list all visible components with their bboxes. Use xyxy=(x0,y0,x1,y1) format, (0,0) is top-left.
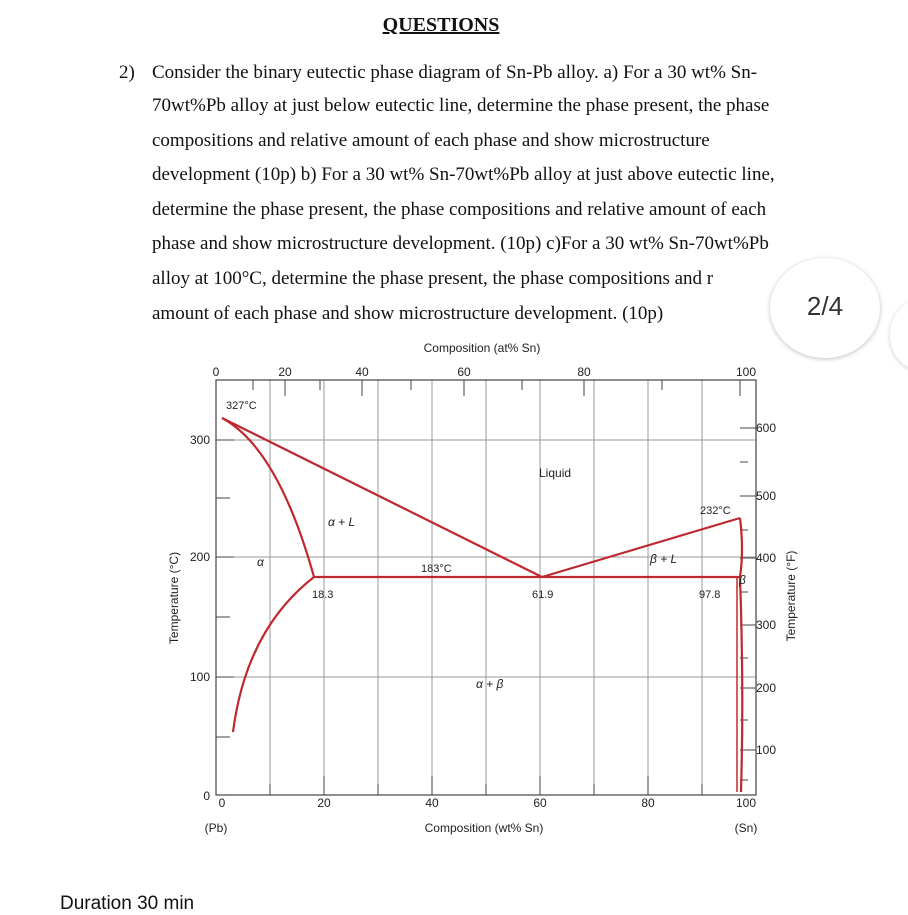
top-tick-label: 60 xyxy=(457,365,471,379)
top-tick-label: 100 xyxy=(735,365,757,379)
left-tick-label: 0 xyxy=(203,789,210,803)
grid xyxy=(216,380,756,795)
beta-plus-liquid-label: β + L xyxy=(650,552,678,566)
top-tick-label: 0 xyxy=(212,365,220,379)
page-indicator xyxy=(770,258,880,358)
left-tick-label: 100 xyxy=(189,670,210,684)
top-tick-label: 20 xyxy=(278,365,292,379)
footer-duration: Duration 30 min xyxy=(60,893,195,914)
question-line: compositions and relative amount of each phase and show microstructure xyxy=(152,130,710,151)
top-tick-label: 40 xyxy=(355,365,369,379)
left-tick-label: 200 xyxy=(189,550,210,564)
top-axis-title: Composition (at% Sn) xyxy=(423,341,541,355)
question-line: development (10p) b) For a 30 wt% Sn-70wt%Pb alloy at just above eutectic line, xyxy=(152,164,775,185)
question-line: alloy at 100°C, determine the phase present, the phase compositions and r xyxy=(152,268,714,289)
top-tick-label: 80 xyxy=(577,365,591,379)
solvus-left xyxy=(233,577,314,732)
beta-max-label: 97.8 xyxy=(699,589,721,601)
liquidus-right xyxy=(542,518,740,577)
bottom-tick-label: 80 xyxy=(641,796,655,810)
alpha-max-label: 18.3 xyxy=(312,589,334,601)
beta-label: β xyxy=(739,573,746,587)
eutectic-comp-label: 61.9 xyxy=(532,589,554,601)
question-line: phase and show microstructure development. (10p) c)For a 30 wt% Sn-70wt%Pb xyxy=(152,233,769,254)
left-axis-ticks xyxy=(216,440,234,737)
bottom-tick-label: 100 xyxy=(735,796,757,810)
x-axis-title: Composition (wt% Sn) xyxy=(424,821,544,835)
bottom-tick-label: 60 xyxy=(533,796,547,810)
right-tick-label: 500 xyxy=(756,489,777,503)
sn-end-label: (Sn) xyxy=(734,821,758,835)
bottom-tick-label: 20 xyxy=(317,796,331,810)
alpha-label: α xyxy=(257,555,264,569)
question-line: amount of each phase and show microstructure development. (10p) xyxy=(152,303,664,324)
pb-melting-label: 327°C xyxy=(226,400,257,412)
question-line: Consider the binary eutectic phase diagram of Sn-Pb alloy. a) For a 30 wt% Sn- xyxy=(152,62,758,83)
bottom-tick-label: 40 xyxy=(425,796,439,810)
bottom-tick-label: 0 xyxy=(218,796,226,810)
solvus-right xyxy=(740,577,742,792)
eutectic-temp-label: 183°C xyxy=(421,563,452,575)
right-tick-label: 600 xyxy=(756,421,777,435)
liquid-label: Liquid xyxy=(539,466,572,480)
pb-end-label: (Pb) xyxy=(204,821,228,835)
y-axis-right-title: Temperature (°F) xyxy=(784,550,798,642)
solidus-right xyxy=(740,518,742,577)
right-tick-label: 300 xyxy=(756,618,777,632)
question-line: determine the phase present, the phase compositions and relative amount of each xyxy=(152,199,767,220)
right-tick-label: 200 xyxy=(756,681,777,695)
left-tick-label: 300 xyxy=(189,433,210,447)
page-heading: QUESTIONS xyxy=(382,14,500,36)
alpha-plus-beta-label: α + β xyxy=(476,677,504,691)
alpha-plus-liquid-label: α + L xyxy=(328,515,356,529)
top-axis-ticks xyxy=(216,380,740,396)
question-number: 2) xyxy=(119,62,135,83)
sn-melting-label: 232°C xyxy=(700,505,731,517)
right-tick-label: 100 xyxy=(756,743,777,757)
phase-boundaries xyxy=(222,418,742,792)
question-line: 70wt%Pb alloy at just below eutectic line, determine the phase present, the phase xyxy=(152,95,770,116)
right-tick-label: 400 xyxy=(756,551,777,565)
page-indicator-text: 2/4 xyxy=(806,291,844,321)
y-axis-left-title: Temperature (°C) xyxy=(167,551,181,645)
